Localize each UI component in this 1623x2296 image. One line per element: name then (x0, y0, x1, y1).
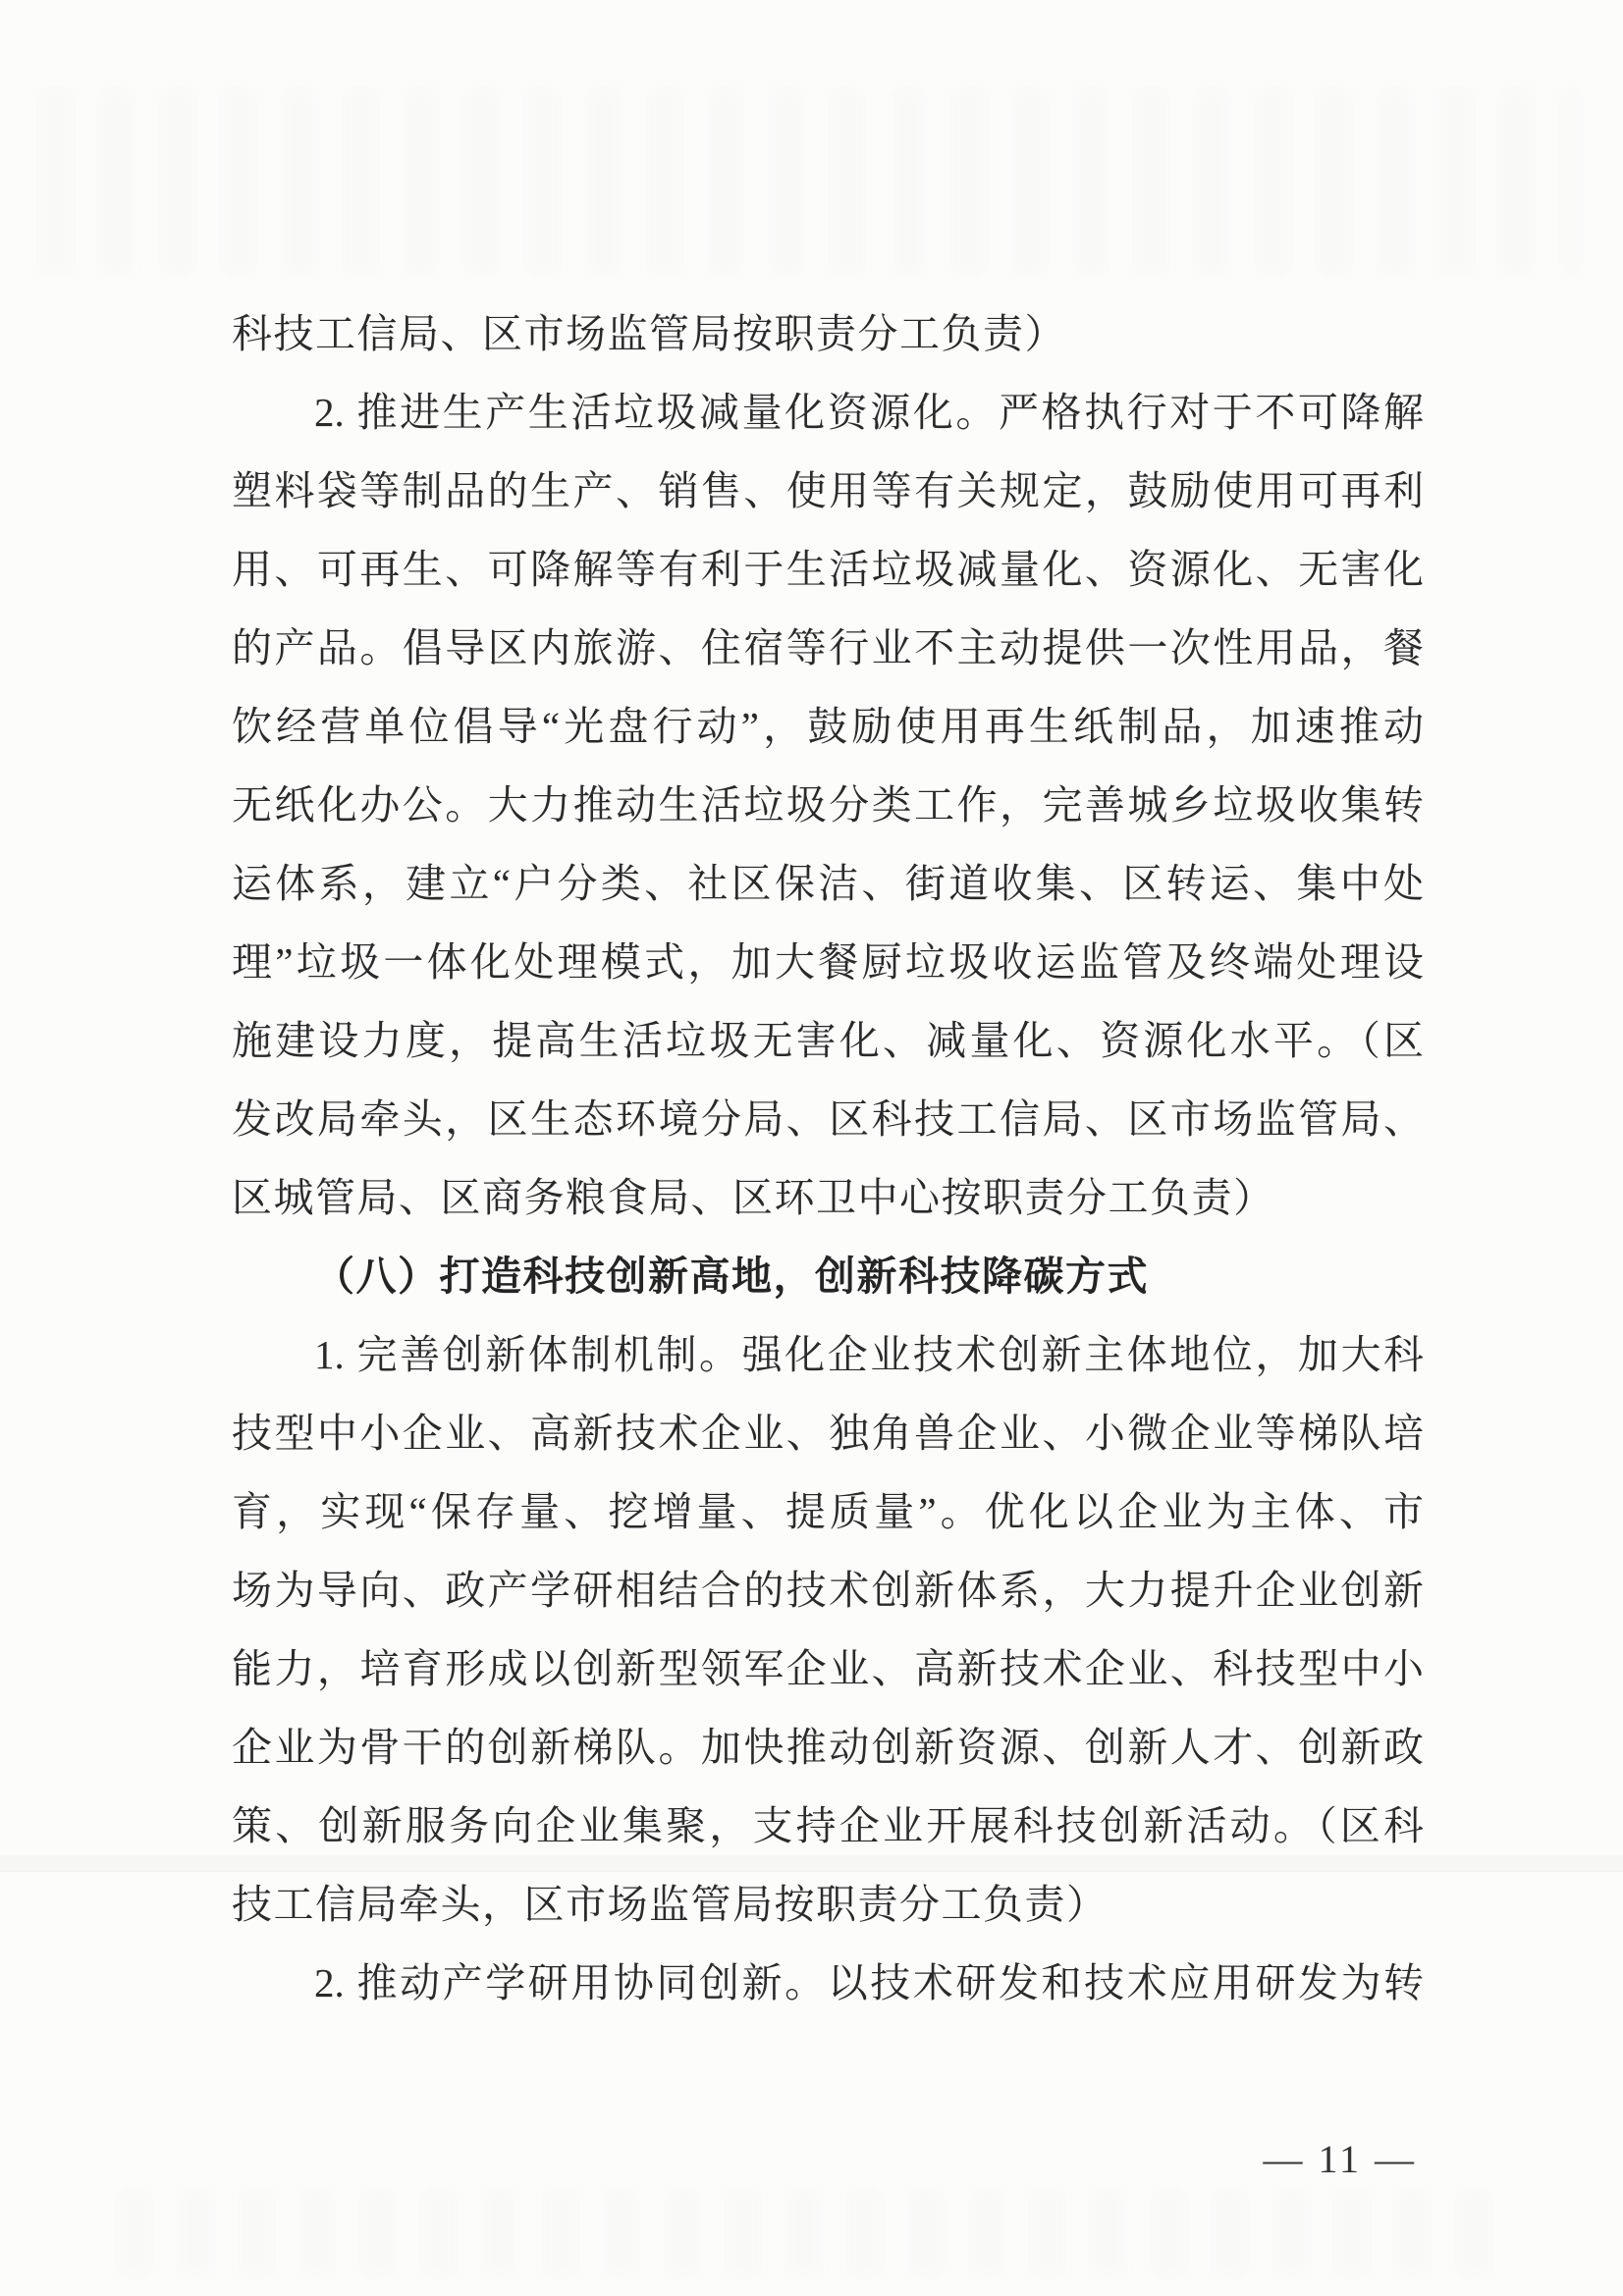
text-line: 2. 推动产学研用协同创新。以技术研发和技术应用研发为转 (314, 1960, 1424, 2005)
text-line: 区城管局、区商务粮食局、区环卫中心按职责分工负责） (232, 1175, 1275, 1220)
text-line: 育，实现“保存量、挖增量、提质量”。优化以企业为主体、市 (232, 1489, 1424, 1534)
text-line: 理”垃圾一体化处理模式，加大餐厨垃圾收运监管及终端处理设 (232, 939, 1424, 985)
section-heading: （八）打造科技创新高地，创新科技降碳方式 (314, 1254, 1149, 1299)
text-line: 施建设力度，提高生活垃圾无害化、减量化、资源化水平。（区 (232, 1018, 1424, 1063)
text-line: 1. 完善创新体制机制。强化企业技术创新主体地位，加大科 (314, 1332, 1424, 1377)
text-line: 用、可再生、可降解等有利于生活垃圾减量化、资源化、无害化 (232, 547, 1424, 592)
text-line: 技工信局牵头，区市场监管局按职责分工负责） (232, 1882, 1109, 1927)
scan-bleed-artifact (118, 2189, 1492, 2277)
text-line: 2. 推进生产生活垃圾减量化资源化。严格执行对于不可降解 (314, 390, 1424, 435)
text-line: 企业为骨干的创新梯队。加快推动创新资源、创新人才、创新政 (232, 1725, 1424, 1770)
text-line: 策、创新服务向企业集聚，支持企业开展科技创新活动。（区科 (232, 1803, 1424, 1848)
text-line: 的产品。倡导区内旅游、住宿等行业不主动提供一次性用品，餐 (232, 625, 1424, 670)
text-line: 场为导向、政产学研相结合的技术创新体系，大力提升企业创新 (232, 1568, 1424, 1613)
text-line: 能力，培育形成以创新型领军企业、高新技术企业、科技型中小 (232, 1646, 1424, 1691)
page-number: — 11 — (1263, 2137, 1417, 2181)
text-line: 塑料袋等制品的生产、销售、使用等有关规定，鼓励使用可再利 (232, 468, 1424, 513)
text-line: 技型中小企业、高新技术企业、独角兽企业、小微企业等梯队培 (232, 1411, 1424, 1456)
text-line: 无纸化办公。大力推动生活垃圾分类工作，完善城乡垃圾收集转 (232, 782, 1424, 828)
text-line: 运体系，建立“户分类、社区保洁、街道收集、区转运、集中处 (232, 861, 1424, 906)
text-block (232, 294, 1424, 2022)
text-line: 科技工信局、区市场监管局按职责分工负责） (232, 311, 1066, 356)
text-line: 饮经营单位倡导“光盘行动”，鼓励使用再生纸制品，加速推动 (232, 704, 1424, 749)
text-line: 发改局牵头，区生态环境分局、区科技工信局、区市场监管局、 (232, 1096, 1424, 1142)
scan-bleed-artifact (39, 88, 1581, 275)
